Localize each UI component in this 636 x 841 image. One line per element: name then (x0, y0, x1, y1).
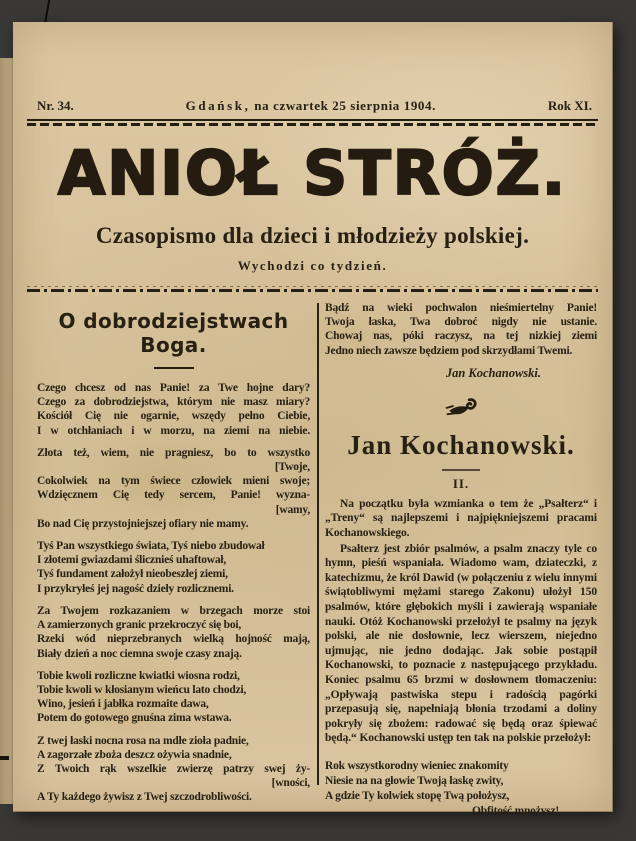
poem-line: Rzeki wód nieprzebranych wielką hojność mają, (37, 633, 310, 646)
poem-line: [wamy, (275, 503, 310, 516)
poem-line: Tobie kwoli rozliczne kwiatki wiosna rodzi, (37, 669, 240, 682)
article-paragraph: Na początku była wzmianka o tem że „Psałterz“ i „Treny“ są najlepszemi i najpiękniejszemi pracami Kochanowskiego. (325, 497, 597, 540)
poem-title-rule (154, 367, 194, 369)
poem-line: Tyś fundament założył nieobeszłej ziemi, (37, 568, 228, 581)
poem-line: Wino, jesień i jabłka rozmaite dawa, (37, 698, 209, 711)
issue-number: Nr. 34. (37, 98, 74, 113)
frequency-note: Wychodzi co tydzień. (237, 258, 388, 274)
poem-line: Tobie kwoli w kłosianym wieńcu lato chodzi, (37, 683, 247, 696)
poem-line: Kościół Cię nie ogarnie, wszędy pełno Ciebie, (37, 410, 310, 423)
poem-continuation (325, 301, 597, 358)
dateline-city: Gdańsk, (185, 98, 251, 113)
poem-line: Obfitość mnożysz! (472, 804, 559, 817)
left-column (37, 301, 310, 819)
poem-line: Potem do gotowego gnuśna zima wstawa. (37, 712, 232, 725)
poem-line: Złota też, wiem, nie pragniesz, bo to wszystko (37, 446, 310, 459)
poem-line: Biały dzień a noc ciemna swoje czasy znają. (37, 647, 242, 660)
dateline-date: na czwartek 25 sierpnia 1904. (254, 98, 436, 113)
header-rule-dashed (27, 123, 598, 126)
poem-line: Czego za dobrodziejstwa, którym nie masz miary? (37, 396, 310, 409)
poem-line: Twoja łaska, Twa dobroć nigdy nie ustanie. (325, 316, 597, 329)
poem-stanza (37, 669, 310, 726)
poem-line: I złotemi gwiazdami ślicznieś uhaftował, (37, 554, 227, 567)
newspaper-page (13, 22, 613, 817)
volume-label: Rok XI. (547, 98, 592, 113)
poem-line: Bo nad Cię przystojniejszej ofiary nie mamy. (37, 517, 249, 530)
masthead-rule-dotted (27, 286, 598, 287)
poem-line: A zamierzonych granic przekroczyć się boi, (37, 619, 242, 632)
two-column-layout (37, 301, 597, 819)
poem-line: Niesie na na głowie Twoją łaskę zwity, (325, 774, 504, 787)
poem-line: Jedno niech zawsze będziem pod skrzydłami Twemi. (325, 344, 573, 357)
poem-stanza (37, 734, 310, 805)
poem-line: Chowaj nas, póki raczysz, na tej nizkiej ziemi (325, 330, 597, 343)
author-signature: Jan Kochanowski. (445, 365, 541, 380)
poem-line: Bądź na wieki pochwalon nieśmiertelny Panie! (325, 302, 597, 315)
page-header (37, 98, 592, 114)
poem-line: A Ty każdego żywisz z Twej szczodrobliwości. (37, 791, 252, 804)
poem-stanza (37, 604, 310, 661)
poem-line: Cokolwiek na tym świece człowiek mieni swoje; (37, 475, 310, 488)
poem-stanza (37, 446, 310, 531)
article-paragraph: Psałterz jest zbiór psalmów, a psalm znaczy tyle co hymn, pieśń wspaniała. Wiadomo wam, dziateczki, z katechizmu, że król Dawid (w połączeniu z wielu innymi świątobliwymi mężami starego Zakonu) ułożył 150 psalmów, które głębokich myśli i zawierają wspaniałe nauki. Otóż Kochanowski przełożył te psalmy na język polski, ale nie dosłownie, lecz wierszem, niejedno ujmując, nie jedno dodając. Jak sobie postąpił Kochanowski, to poznacie z następującego przykładu. Koniec psalmu 65 brzmi w dosłownem tłomaczeniu: „Opływają pastwiska stepu i radością pagórki przepasują się, napełniają błonia trzodami a doliny pokryły się zbożem: radować się będą oraz śpiewać będą.“ Kochanowski ustęp ten tak na polskie przełożył: (325, 542, 597, 745)
poem-line: Czego chcesz od nas Panie! za Twe hojne dary? (37, 382, 310, 395)
article-title: Jan Kochanowski. (347, 429, 575, 460)
poem-stanza (37, 381, 310, 438)
poem-line: Rok wszystkorodny wieniec znakomity (325, 759, 509, 772)
masthead-rule-dashdot (27, 289, 598, 292)
article-body (325, 497, 597, 746)
scan-artifact-dash (0, 756, 9, 760)
poem-line: I w otchłaniach i w morzu, na ziemi na niebie. (37, 424, 310, 437)
poem-body (37, 381, 310, 804)
poem-line: Wdzięcznem Cię tedy sercem, Panie! wyzna- (37, 489, 310, 502)
poem-title: O dobrodziejstwach Boga. (58, 309, 289, 358)
poem-line: [wności, (271, 777, 310, 790)
poem-line: A gdzie Ty kolwiek stopę Twą położysz, (325, 789, 510, 802)
section-number: II. (452, 475, 470, 491)
newspaper-subtitle: Czasopismo dla dzieci i młodzieży polskiej. (95, 223, 530, 249)
floral-ornament-icon (325, 395, 597, 424)
poem-line: A zagorzałe zboża deszcz ożywia snadnie, (37, 748, 232, 761)
poem-line: Z Twoich rąk wszelkie zwierzę patrzy swej ży- (37, 762, 310, 775)
dateline (186, 98, 436, 114)
article-title-rule (442, 469, 480, 471)
quoted-verse (325, 759, 597, 819)
column-divider (317, 303, 319, 785)
poem-stanza (37, 539, 310, 596)
poem-line: Za Twojem rozkazaniem w brzegach morze stoi (37, 604, 310, 617)
newspaper-title: ANIOŁ STRÓŻ. (58, 138, 567, 209)
right-column (325, 301, 597, 819)
poem-line: [Twoje, (274, 461, 310, 474)
poem-line: Z twej łaski nocna rosa na mdłe zioła padnie, (37, 734, 249, 747)
poem-line: Tyś Pan wszystkiego świata, Tyś niebo zbudował (37, 540, 265, 553)
poem-line: I przykryłeś jej nagość dzieły rozlicznemi. (37, 582, 234, 595)
header-rule-solid (27, 119, 598, 121)
masthead (13, 138, 612, 274)
